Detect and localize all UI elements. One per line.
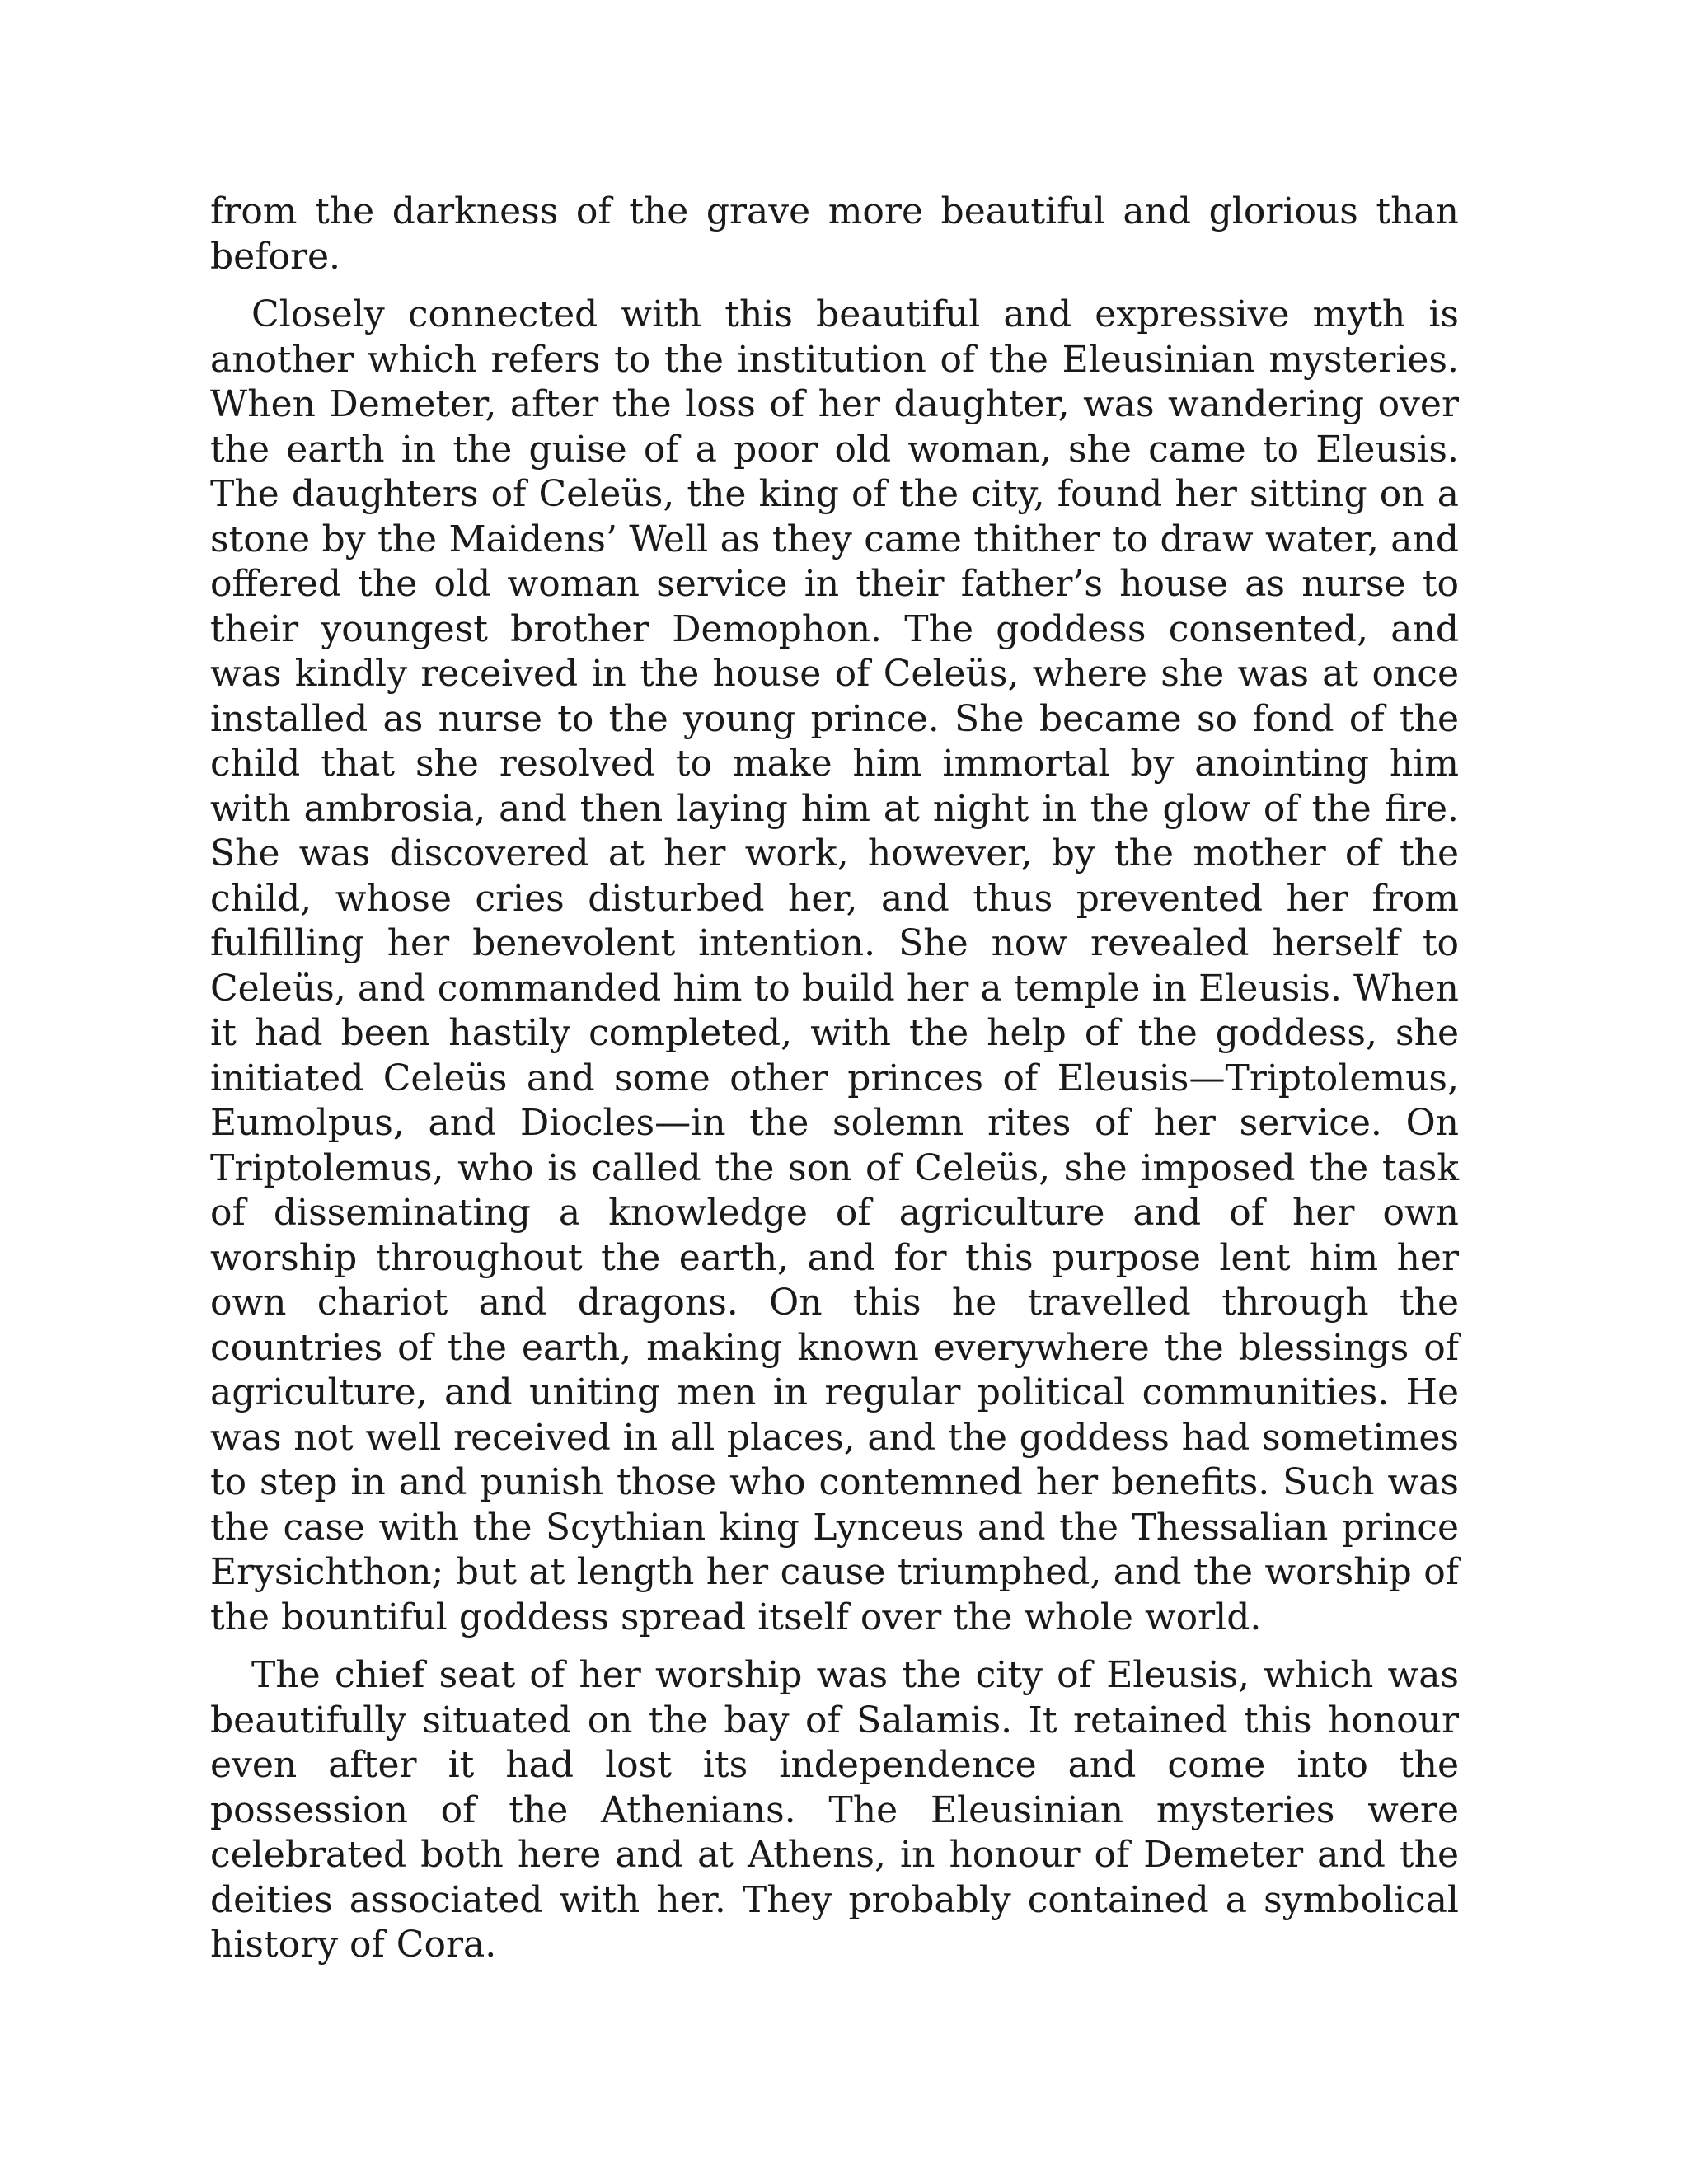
paragraph-worship-seat: The chief seat of her worship was the city of Eleusis, which was beautifully situated on the bay of Salamis. It retained this honour even after it had lost its independence and come into the possession of the Athenians. The Eleusinian mysteries were celebrated both here and at Athens, in honour of Demeter and the deities associated with her. They probably contained a symbolical history of Cora. xyxy=(210,1654,1459,1966)
page-body xyxy=(210,190,1459,1968)
paragraph-eleusinian-myth: Closely connected with this beautiful and expressive myth is another which refers to the institution of the Eleusinian mysteries. When Demeter, after the loss of her daughter, was wandering over the earth in the guise of a poor old woman, she came to Eleusis. The daughters of Celeüs, the king of the city, found her sitting on a stone by the Maidens’ Well as they came thither to draw water, and offered the old woman service in their father’s house as nurse to their youngest brother Demophon. The goddess consented, and was kindly received in the house of Celeüs, where she was at once installed as nurse to the young prince. She became so fond of the child that she resolved to make him immortal by anointing him with ambrosia, and then laying him at night in the glow of the fire. She was discovered at her work, however, by the mother of the child, whose cries disturbed her, and thus prevented her from fulfilling her benevolent intention. She now revealed herself to Celeüs, and commanded him to build her a temple in Eleusis. When it had been hastily completed, with the help of the goddess, she initiated Celeüs and some other princes of Eleusis—Triptolemus, Eumolpus, and Diocles—in the solemn rites of her service. On Triptolemus, who is called the son of Celeüs, she imposed the task of disseminating a knowledge of agriculture and of her own worship throughout the earth, and for this purpose lent him her own chariot and dragons. On this he travelled through the countries of the earth, making known everywhere the blessings of agriculture, and uniting men in regular political communities. He was not well received in all places, and the goddess had sometimes to step in and punish those who contemned her benefits. Such was the case with the Scythian king Lynceus and the Thessalian prince Erysichthon; but at length her cause triumphed, and the worship of the bountiful goddess spread itself over the whole world. xyxy=(210,293,1459,1638)
paragraph-continuation: from the darkness of the grave more beautiful and glorious than before. xyxy=(210,190,1459,278)
